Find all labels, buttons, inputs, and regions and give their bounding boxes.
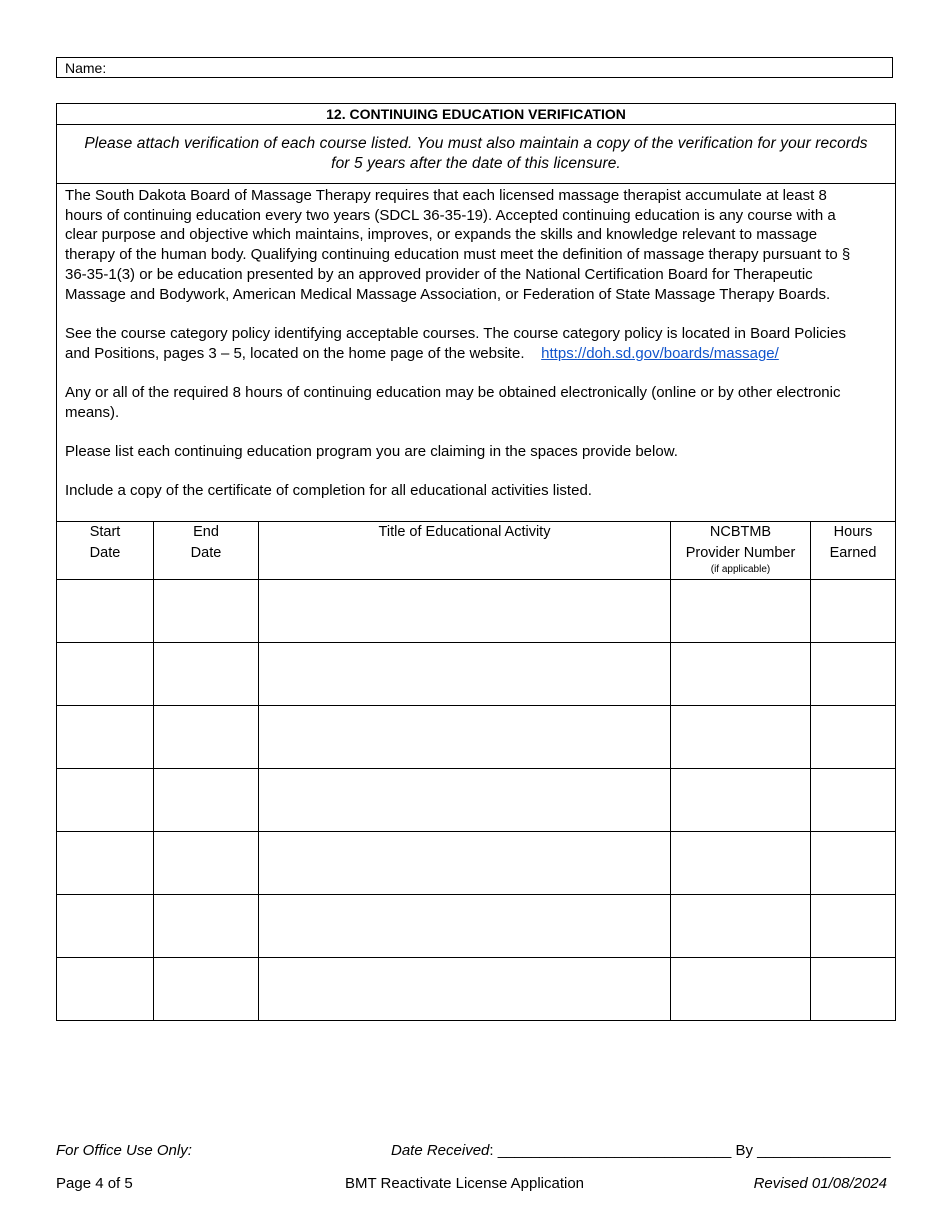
end-date-cell[interactable] xyxy=(154,895,259,958)
table-row xyxy=(57,706,896,769)
start-date-header xyxy=(57,522,154,580)
table-row xyxy=(57,769,896,832)
start-date-cell[interactable] xyxy=(57,580,154,643)
by-blank: ________________ xyxy=(753,1142,891,1159)
provider-header-line1: NCBTMB xyxy=(709,524,772,541)
board-website-link[interactable]: https://doh.sd.gov/boards/massage/ xyxy=(541,344,779,362)
revision-date: Revised 01/08/2024 xyxy=(753,1175,887,1192)
table-row xyxy=(57,958,896,1021)
page-footer xyxy=(56,1174,890,1194)
certificate-paragraph: Include a copy of the certificate of completion for all educational activities listed. xyxy=(65,482,592,500)
instruction-line-1: Please attach verification of each course listed. You must also maintain a copy of the verification for your records xyxy=(84,135,868,152)
end-header-line1: End xyxy=(193,524,219,541)
hours-earned-cell[interactable] xyxy=(811,580,896,643)
table-row xyxy=(57,580,896,643)
name-label: Name: xyxy=(65,60,107,76)
provider-number-cell[interactable] xyxy=(671,832,811,895)
section-title: 12. CONTINUING EDUCATION VERIFICATION xyxy=(57,104,896,125)
section-body xyxy=(57,184,896,522)
date-received-line xyxy=(391,1141,891,1161)
activity-title-cell[interactable] xyxy=(259,769,671,832)
title-header-text: Title of Educational Activity xyxy=(378,524,551,541)
provider-number-cell[interactable] xyxy=(671,895,811,958)
document-title: BMT Reactivate License Application xyxy=(345,1175,585,1192)
activity-title-cell[interactable] xyxy=(259,706,671,769)
end-date-cell[interactable] xyxy=(154,769,259,832)
hours-earned-cell[interactable] xyxy=(811,643,896,706)
activity-title-cell[interactable] xyxy=(259,895,671,958)
start-date-cell[interactable] xyxy=(57,832,154,895)
section-instruction xyxy=(57,125,896,184)
hours-earned-header xyxy=(811,522,896,580)
end-date-cell[interactable] xyxy=(154,580,259,643)
start-date-cell[interactable] xyxy=(57,958,154,1021)
hours-earned-cell[interactable] xyxy=(811,706,896,769)
start-header-line1: Start xyxy=(89,524,121,541)
provider-number-cell[interactable] xyxy=(671,580,811,643)
provider-header-note: (if applicable) xyxy=(710,564,771,576)
activity-title-cell[interactable] xyxy=(259,832,671,895)
hours-header-line2: Earned xyxy=(829,545,877,562)
start-header-line2: Date xyxy=(89,545,121,562)
hours-header-line1: Hours xyxy=(833,524,873,541)
requirement-paragraph: The South Dakota Board of Massage Therapy requires that each licensed massage therapist accumulate at least 8 hours of continuing education every two years (SDCL 36-35-19). Accepted continuing education is any course with a clear purpose and objective which maintains, improves, or expands the skills and knowledge relevant to massage therapy of the human body. Qualifying continuing education must meet the definition of massage therapy pursuant to § 36-35-1(3) or be education presented by an approved provider of the National Certification Board for Therapeutic Massage and Bodywork, American Medical Massage Association, or Federation of State Massage Therapy Boards. xyxy=(65,187,851,303)
activity-title-cell[interactable] xyxy=(259,643,671,706)
end-date-header xyxy=(154,522,259,580)
start-date-cell[interactable] xyxy=(57,769,154,832)
date-received-blank: : ____________________________ xyxy=(489,1142,736,1159)
hours-earned-cell[interactable] xyxy=(811,769,896,832)
activity-title-cell[interactable] xyxy=(259,580,671,643)
end-header-line2: Date xyxy=(190,545,222,562)
end-date-cell[interactable] xyxy=(154,643,259,706)
instruction-line-2: for 5 years after the date of this licensure. xyxy=(331,155,621,172)
end-date-cell[interactable] xyxy=(154,706,259,769)
activity-title-cell[interactable] xyxy=(259,958,671,1021)
provider-number-cell[interactable] xyxy=(671,958,811,1021)
list-instruction-paragraph: Please list each continuing education program you are claiming in the spaces provide below. xyxy=(65,443,678,461)
end-date-cell[interactable] xyxy=(154,958,259,1021)
hours-earned-cell[interactable] xyxy=(811,832,896,895)
table-row xyxy=(57,643,896,706)
date-received-label: Date Received xyxy=(391,1142,490,1159)
provider-header-line2: Provider Number xyxy=(685,545,796,562)
column-header-row xyxy=(57,522,896,580)
page-number: Page 4 of 5 xyxy=(56,1175,133,1192)
office-use-line xyxy=(56,1141,890,1161)
provider-number-header xyxy=(671,522,811,580)
policy-text: See the course category policy identifying acceptable courses. The course category policy is located in Board Policies and Positions, pages 3 – 5, located on the home page of the website. xyxy=(65,324,846,362)
provider-number-cell[interactable] xyxy=(671,769,811,832)
table-row xyxy=(57,895,896,958)
provider-number-cell[interactable] xyxy=(671,643,811,706)
office-use-label: For Office Use Only: xyxy=(56,1142,192,1159)
by-label: By xyxy=(735,1142,753,1159)
activity-title-header xyxy=(259,522,671,580)
electronic-paragraph: Any or all of the required 8 hours of continuing education may be obtained electronically (online or by other electronic means). xyxy=(65,384,841,421)
hours-earned-cell[interactable] xyxy=(811,958,896,1021)
policy-paragraph xyxy=(65,324,865,363)
table-row xyxy=(57,832,896,895)
start-date-cell[interactable] xyxy=(57,895,154,958)
hours-earned-cell[interactable] xyxy=(811,895,896,958)
continuing-education-table xyxy=(56,103,896,1021)
end-date-cell[interactable] xyxy=(154,832,259,895)
name-field[interactable] xyxy=(56,57,893,78)
start-date-cell[interactable] xyxy=(57,706,154,769)
provider-number-cell[interactable] xyxy=(671,706,811,769)
start-date-cell[interactable] xyxy=(57,643,154,706)
